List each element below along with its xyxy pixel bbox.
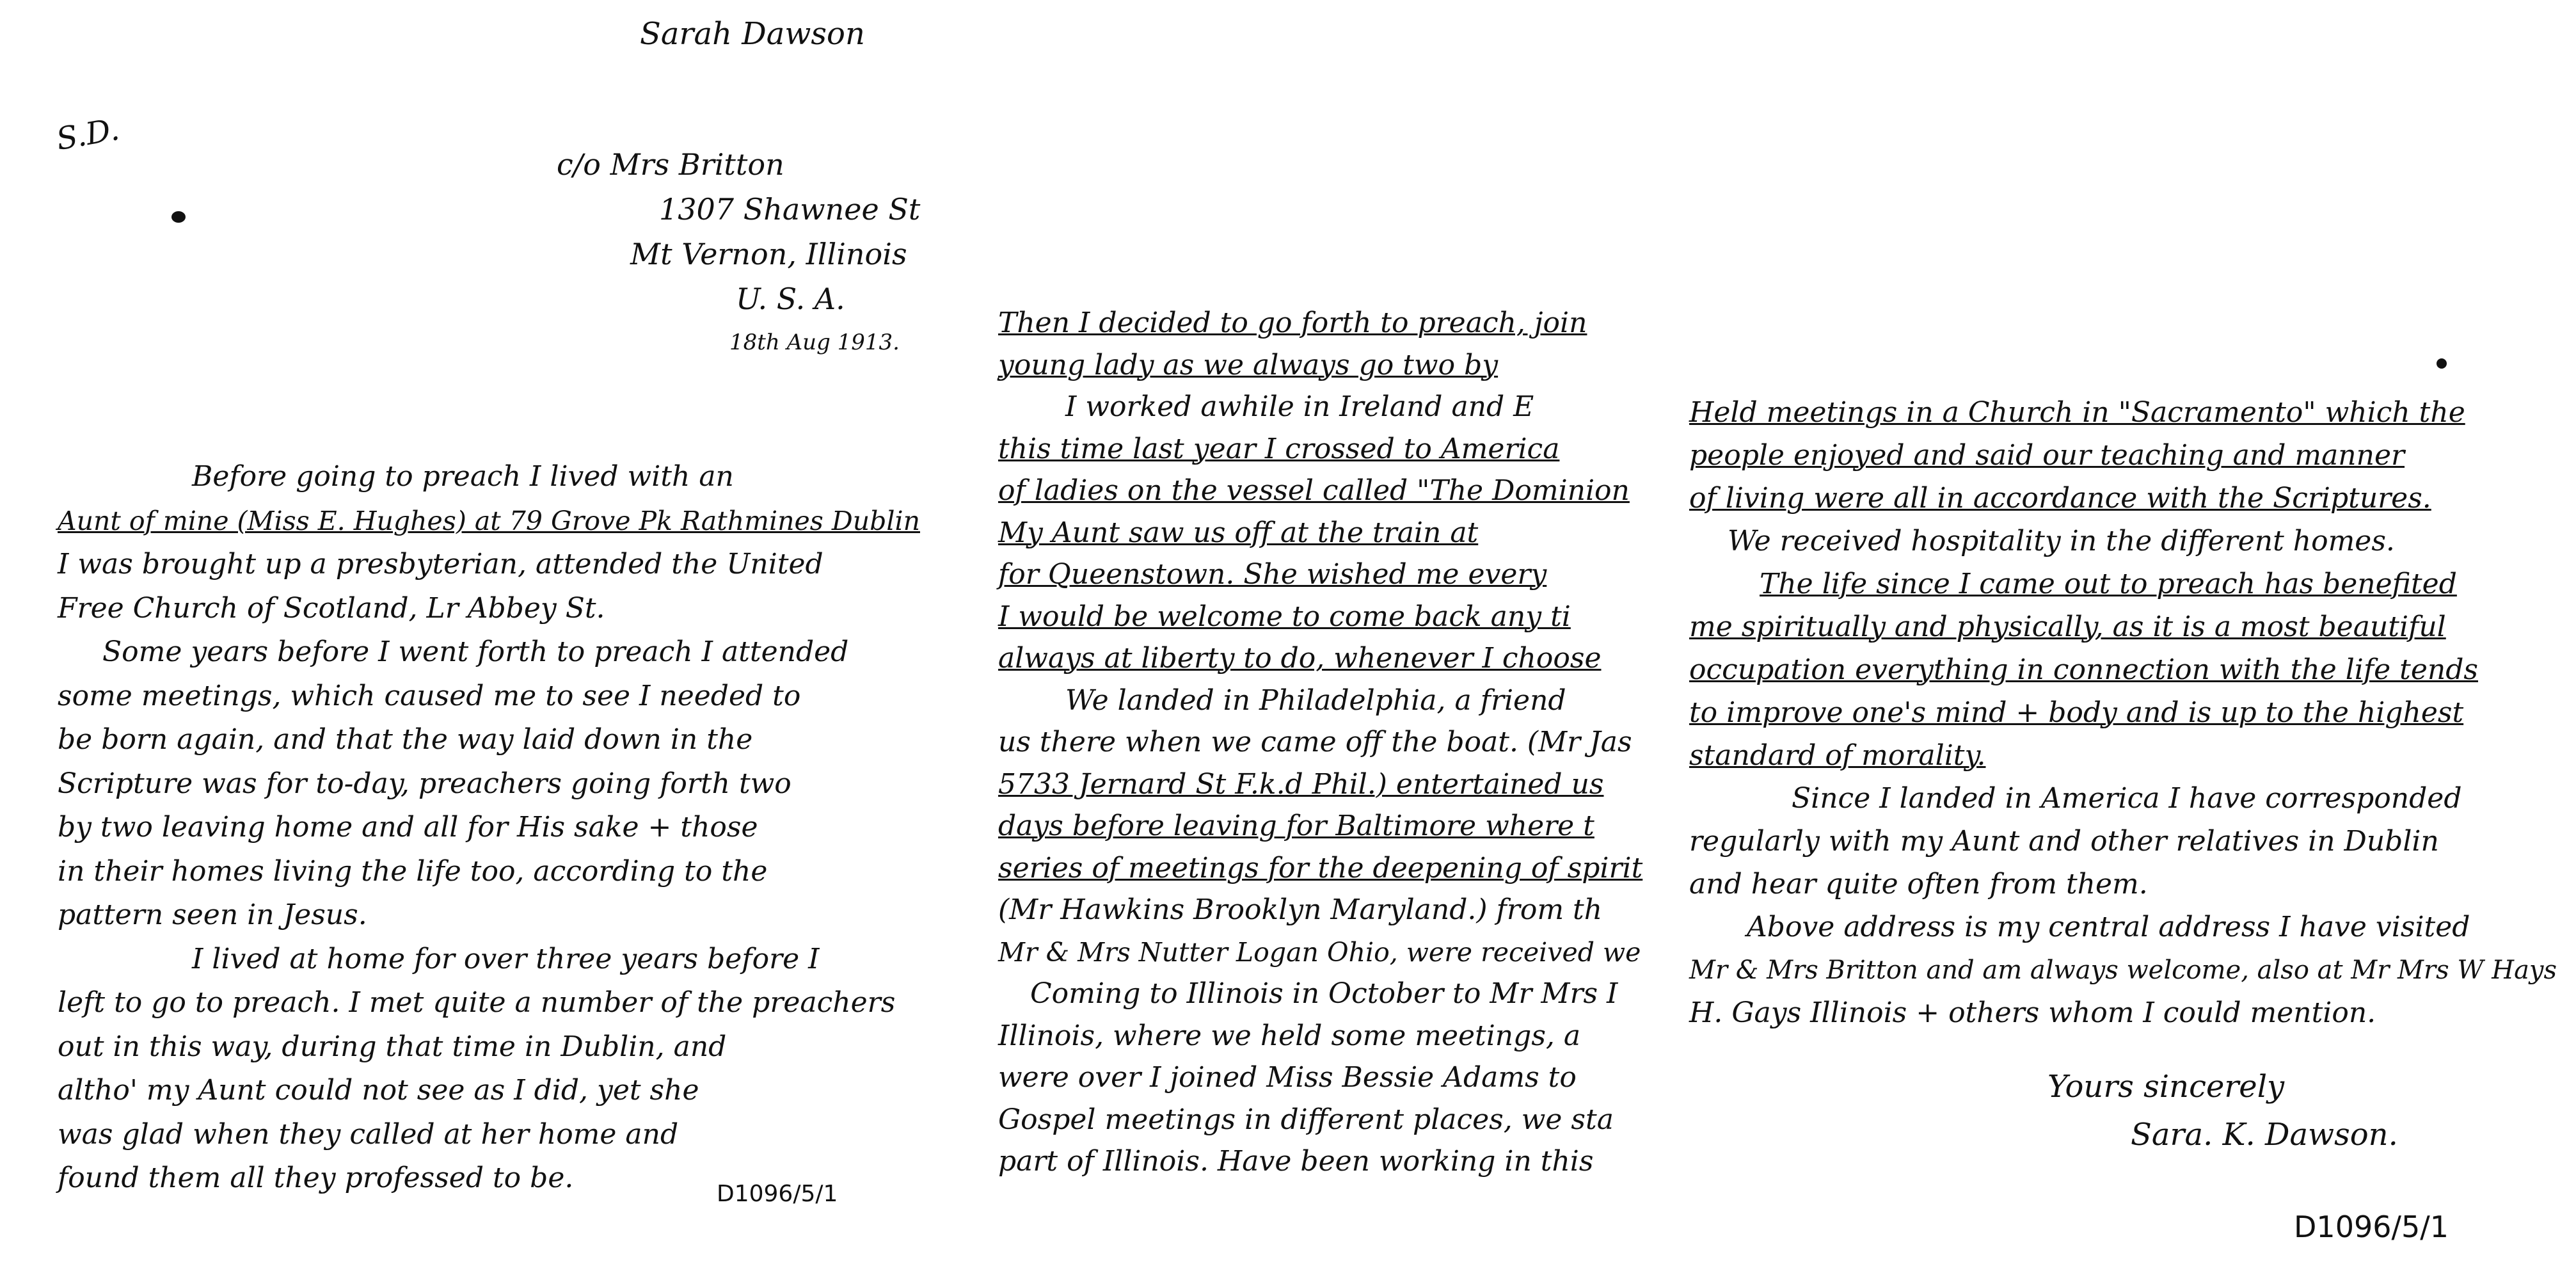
handwritten-line: I would be welcome to come back any ti [998, 600, 1571, 633]
archive-reference: D1096/5/1 [2294, 1210, 2449, 1244]
handwritten-line: this time last year I crossed to America [998, 432, 1560, 465]
handwritten-line: altho' my Aunt could not see as I did, yet she [58, 1074, 699, 1107]
handwritten-line: people enjoyed and said our teaching and manner [1689, 439, 2405, 472]
handwritten-line: were over I joined Miss Bessie Adams to [998, 1061, 1577, 1094]
handwritten-line: part of Illinois. Have been working in this [998, 1145, 1594, 1178]
handwritten-line: My Aunt saw us off at the train at [998, 516, 1479, 549]
handwritten-line: Free Church of Scotland, Lr Abbey St. [58, 591, 605, 625]
handwritten-line: in their homes living the life too, according to the [58, 854, 768, 888]
address-line: Mt Vernon, Illinois [630, 237, 907, 271]
handwritten-line: and hear quite often from them. [1689, 868, 2148, 900]
handwritten-line: Above address is my central address I have visited [1747, 911, 2470, 943]
handwritten-line: regularly with my Aunt and other relatives in Dublin [1689, 825, 2439, 858]
handwritten-line: I was brought up a presbyterian, attended the United [58, 548, 823, 580]
handwritten-line: (Mr Hawkins Brooklyn Maryland.) from th [998, 893, 1603, 926]
handwritten-line: Illinois, where we held some meetings, a [998, 1019, 1581, 1052]
handwritten-line: me spiritually and physically, as it is a most beautiful [1689, 611, 2446, 643]
handwritten-line: Coming to Illinois in October to Mr Mrs I [1030, 977, 1618, 1010]
signature: Sara. K. Dawson. [2131, 1117, 2398, 1153]
handwritten-line: left to go to preach. I met quite a number of the preachers [58, 986, 896, 1019]
handwritten-line: for Queenstown. She wished me every [998, 558, 1547, 591]
archive-reference: D1096/5/1 [717, 1181, 838, 1207]
handwritten-line: be born again, and that the way laid down in the [58, 723, 753, 756]
handwritten-line: I worked awhile in Ireland and E [1065, 390, 1534, 423]
handwritten-line: days before leaving for Baltimore where t [998, 810, 1594, 842]
address-line: 1307 Shawnee St [659, 192, 921, 227]
ink-blot [171, 211, 186, 223]
address-line: c/o Mrs Britton [557, 147, 784, 182]
handwritten-line: Then I decided to go forth to preach, join [998, 307, 1587, 339]
handwritten-line: Gospel meetings in different places, we sta [998, 1103, 1614, 1136]
handwritten-line: We received hospitality in the different homes. [1728, 525, 2395, 557]
handwritten-line: H. Gays Illinois + others whom I could mention. [1689, 996, 2376, 1029]
handwritten-line: 5733 Jernard St F.k.d Phil.) entertained us [998, 767, 1604, 801]
handwritten-line: Held meetings in a Church in "Sacramento" which the [1689, 396, 2465, 429]
letter-date: 18th Aug 1913. [729, 330, 900, 355]
handwritten-line: out in this way, during that time in Dublin, and [58, 1030, 727, 1063]
handwritten-line: occupation everything in connection with the life tends [1689, 653, 2478, 686]
handwritten-line: found them all they professed to be. [58, 1162, 574, 1194]
handwritten-line: to improve one's mind + body and is up to the highest [1689, 696, 2464, 729]
address-line: U. S. A. [736, 282, 845, 316]
handwritten-line: always at liberty to do, whenever I choose [998, 642, 1602, 675]
closing-line: Yours sincerely [2047, 1069, 2285, 1105]
handwritten-line: by two leaving home and all for His sake + those [58, 811, 758, 844]
handwritten-line: Aunt of mine (Miss E. Hughes) at 79 Grove Pk Rathmines Dublin [58, 505, 920, 536]
handwritten-line: series of meetings for the deepening of spirit [998, 851, 1643, 884]
handwritten-line: pattern seen in Jesus. [58, 899, 367, 931]
handwritten-line: young lady as we always go two by [998, 348, 1499, 381]
handwritten-line: of living were all in accordance with the Scriptures. [1689, 482, 2431, 515]
letter-page-middle [985, 0, 1651, 1280]
handwritten-line: us there when we came off the boat. (Mr Jas [998, 726, 1632, 758]
archive-mark: S.D. [53, 111, 122, 158]
ink-spot [2437, 358, 2447, 369]
handwritten-line: I lived at home for over three years before I [192, 942, 820, 975]
letter-header-name: Sarah Dawson [640, 16, 865, 52]
handwritten-line: Since I landed in America I have corresponded [1792, 782, 2462, 815]
handwritten-line: Some years before I went forth to preach I attended [102, 636, 849, 668]
handwritten-line: of ladies on the vessel called "The Dominion [998, 474, 1630, 507]
letter-page-right [1664, 0, 2576, 1280]
handwritten-line: Scripture was for to-day, preachers going forth two [58, 767, 791, 800]
handwritten-line: Mr & Mrs Britton and am always welcome, also at Mr Mrs W Hays [1689, 956, 2557, 985]
handwritten-line: We landed in Philadelphia, a friend [1065, 684, 1566, 717]
handwritten-line: Before going to preach I lived with an [192, 460, 734, 493]
handwritten-line: Mr & Mrs Nutter Logan Ohio, were received we [998, 936, 1641, 968]
handwritten-line: some meetings, which caused me to see I needed to [58, 679, 801, 712]
handwritten-line: The life since I came out to preach has benefited [1760, 568, 2457, 600]
handwritten-line: standard of morality. [1689, 739, 1986, 772]
handwritten-line: was glad when they called at her home and [58, 1117, 679, 1151]
letter-page-left [0, 0, 960, 1280]
